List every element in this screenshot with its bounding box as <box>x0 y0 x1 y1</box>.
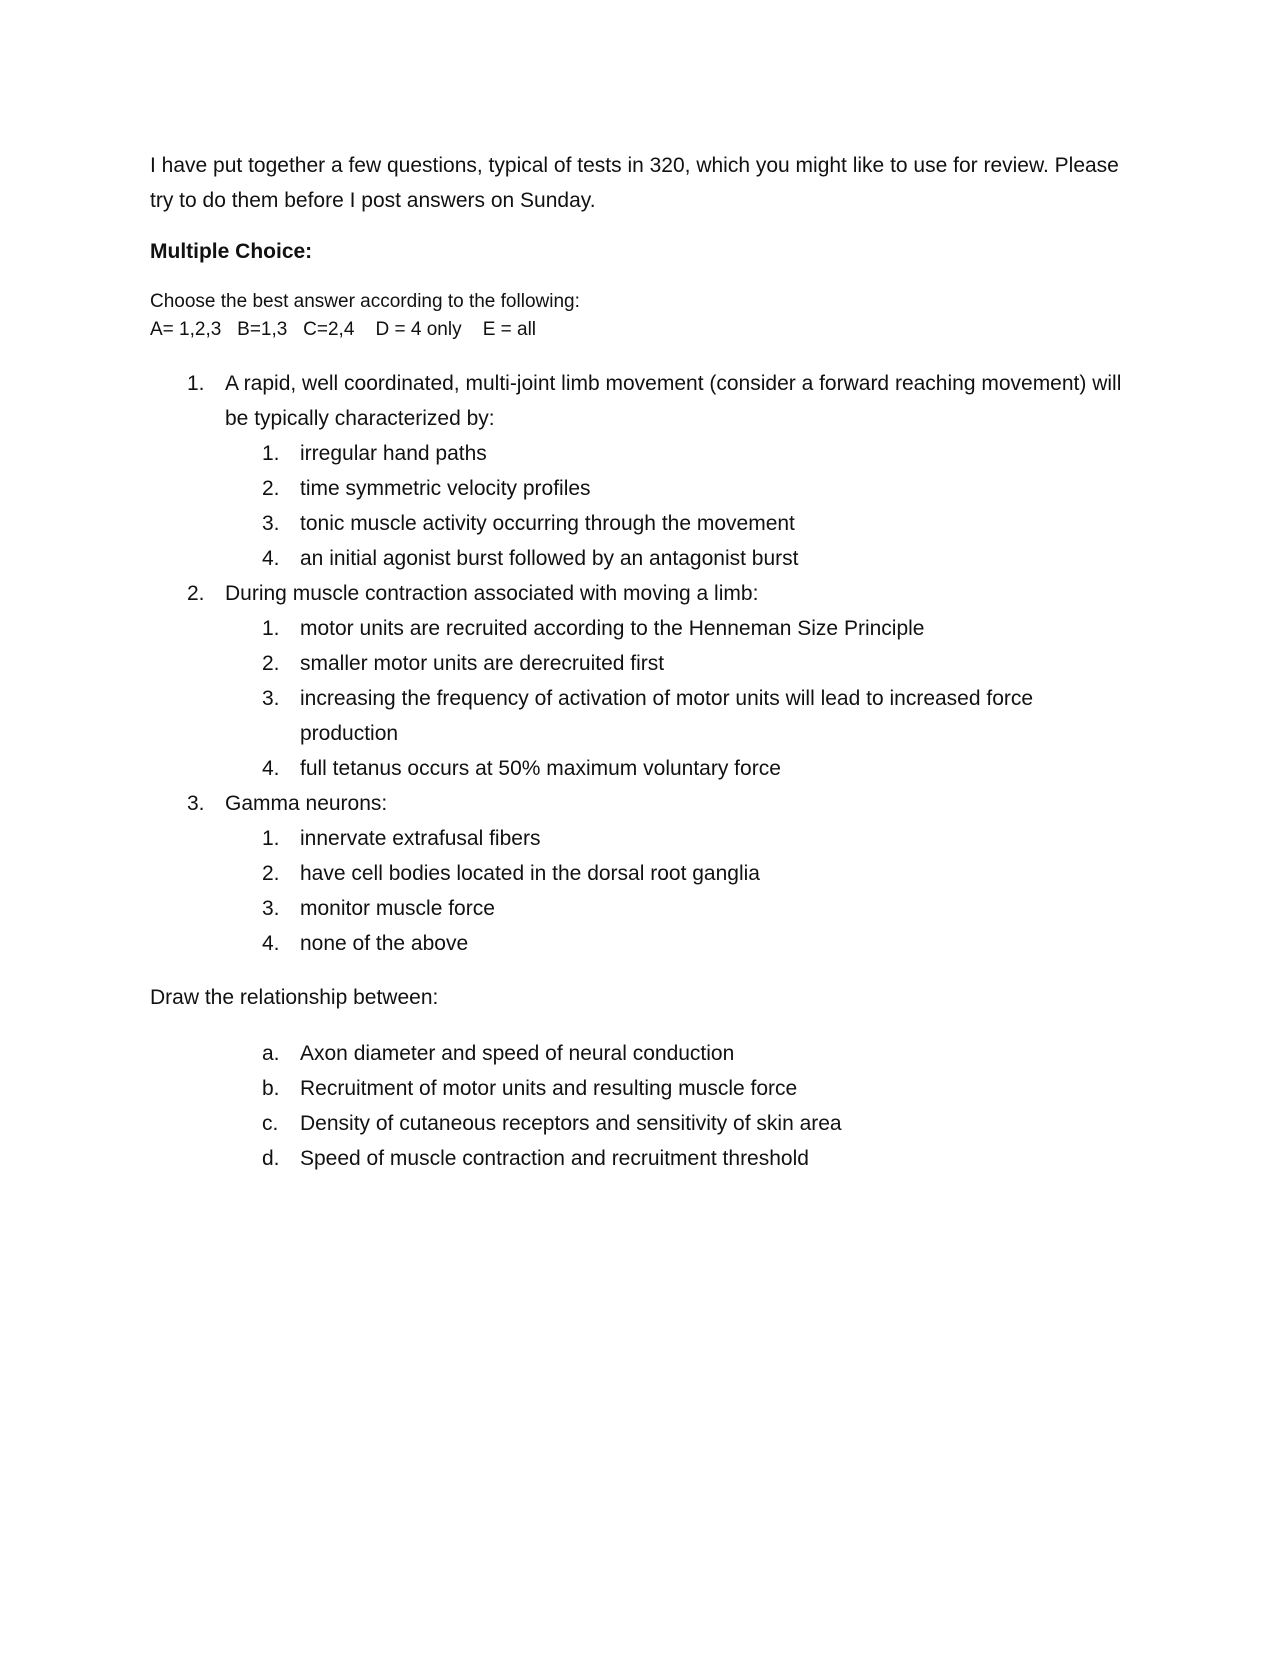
relationship-item <box>150 1106 1130 1141</box>
question-number: 2. <box>187 582 205 605</box>
option-number: 3. <box>262 897 280 920</box>
option-number: 2. <box>262 652 280 675</box>
option-text: monitor muscle force <box>300 897 495 920</box>
intro-paragraph: I have put together a few questions, typical of tests in 320, which you might like to use for review. Please try to do them before I post answers on Sunday. <box>150 154 1119 212</box>
option-item <box>150 611 1130 646</box>
relationship-letter: a. <box>262 1042 280 1065</box>
question-number: 1. <box>187 372 205 395</box>
question-text: Gamma neurons: <box>225 792 388 815</box>
option-text: have cell bodies located in the dorsal root ganglia <box>300 862 760 885</box>
option-item <box>150 821 1130 856</box>
question-list <box>150 366 1130 961</box>
relationship-text: Recruitment of motor units and resulting muscle force <box>300 1077 798 1100</box>
question-number: 3. <box>187 792 205 815</box>
instructions-line: Choose the best answer according to the following: <box>150 291 580 312</box>
option-list <box>225 436 1130 576</box>
option-number: 3. <box>262 687 280 710</box>
relationship-letter: b. <box>262 1077 280 1100</box>
relationship-item <box>150 1036 1130 1071</box>
option-text: full tetanus occurs at 50% maximum voluntary force <box>300 757 781 780</box>
relationship-item <box>150 1071 1130 1106</box>
option-text: none of the above <box>300 932 469 955</box>
relationship-item <box>150 1141 1130 1176</box>
relationship-text: Axon diameter and speed of neural conduction <box>300 1042 735 1065</box>
option-number: 1. <box>262 617 280 640</box>
option-item <box>150 541 1130 576</box>
option-item <box>150 891 1130 926</box>
question-text: During muscle contraction associated with moving a limb: <box>225 582 759 605</box>
relationship-text: Speed of muscle contraction and recruitment threshold <box>300 1147 809 1170</box>
option-number: 4. <box>262 932 280 955</box>
option-item <box>150 646 1130 681</box>
option-text: tonic muscle activity occurring through the movement <box>300 512 795 535</box>
option-number: 3. <box>262 512 280 535</box>
option-item <box>150 751 1130 786</box>
option-list <box>225 611 1130 786</box>
option-text: motor units are recruited according to the Henneman Size Principle <box>300 617 925 640</box>
option-item <box>150 436 1130 471</box>
relationship-text: Density of cutaneous receptors and sensitivity of skin area <box>300 1112 842 1135</box>
option-number: 2. <box>262 862 280 885</box>
option-item <box>150 471 1130 506</box>
multiple-choice-heading: Multiple Choice: <box>150 240 313 263</box>
option-text: an initial agonist burst followed by an antagonist burst <box>300 547 799 570</box>
option-text: increasing the frequency of activation of motor units will lead to increased force production <box>300 687 1034 745</box>
relationship-letter: c. <box>262 1112 279 1135</box>
option-number: 2. <box>262 477 280 500</box>
document-page <box>150 148 1130 1176</box>
option-item <box>150 506 1130 541</box>
relationship-letter: d. <box>262 1147 280 1170</box>
question-item <box>150 366 1130 576</box>
option-number: 1. <box>262 442 280 465</box>
option-text: time symmetric velocity profiles <box>300 477 591 500</box>
question-item <box>150 576 1130 786</box>
option-list <box>225 821 1130 961</box>
option-number: 4. <box>262 547 280 570</box>
question-item <box>150 786 1130 961</box>
option-item <box>150 926 1130 961</box>
option-number: 1. <box>262 827 280 850</box>
option-item <box>150 681 1130 751</box>
option-text: smaller motor units are derecruited first <box>300 652 665 675</box>
option-text: irregular hand paths <box>300 442 487 465</box>
answer-key-line: A= 1,2,3 B=1,3 C=2,4 D = 4 only E = all <box>150 319 537 340</box>
option-text: innervate extrafusal fibers <box>300 827 541 850</box>
question-text: A rapid, well coordinated, multi-joint limb movement (consider a forward reaching movement) will be typically characterized by: <box>225 372 1122 430</box>
option-number: 4. <box>262 757 280 780</box>
option-item <box>150 856 1130 891</box>
draw-relationship-heading: Draw the relationship between: <box>150 986 439 1009</box>
relationship-list <box>150 1036 1130 1176</box>
